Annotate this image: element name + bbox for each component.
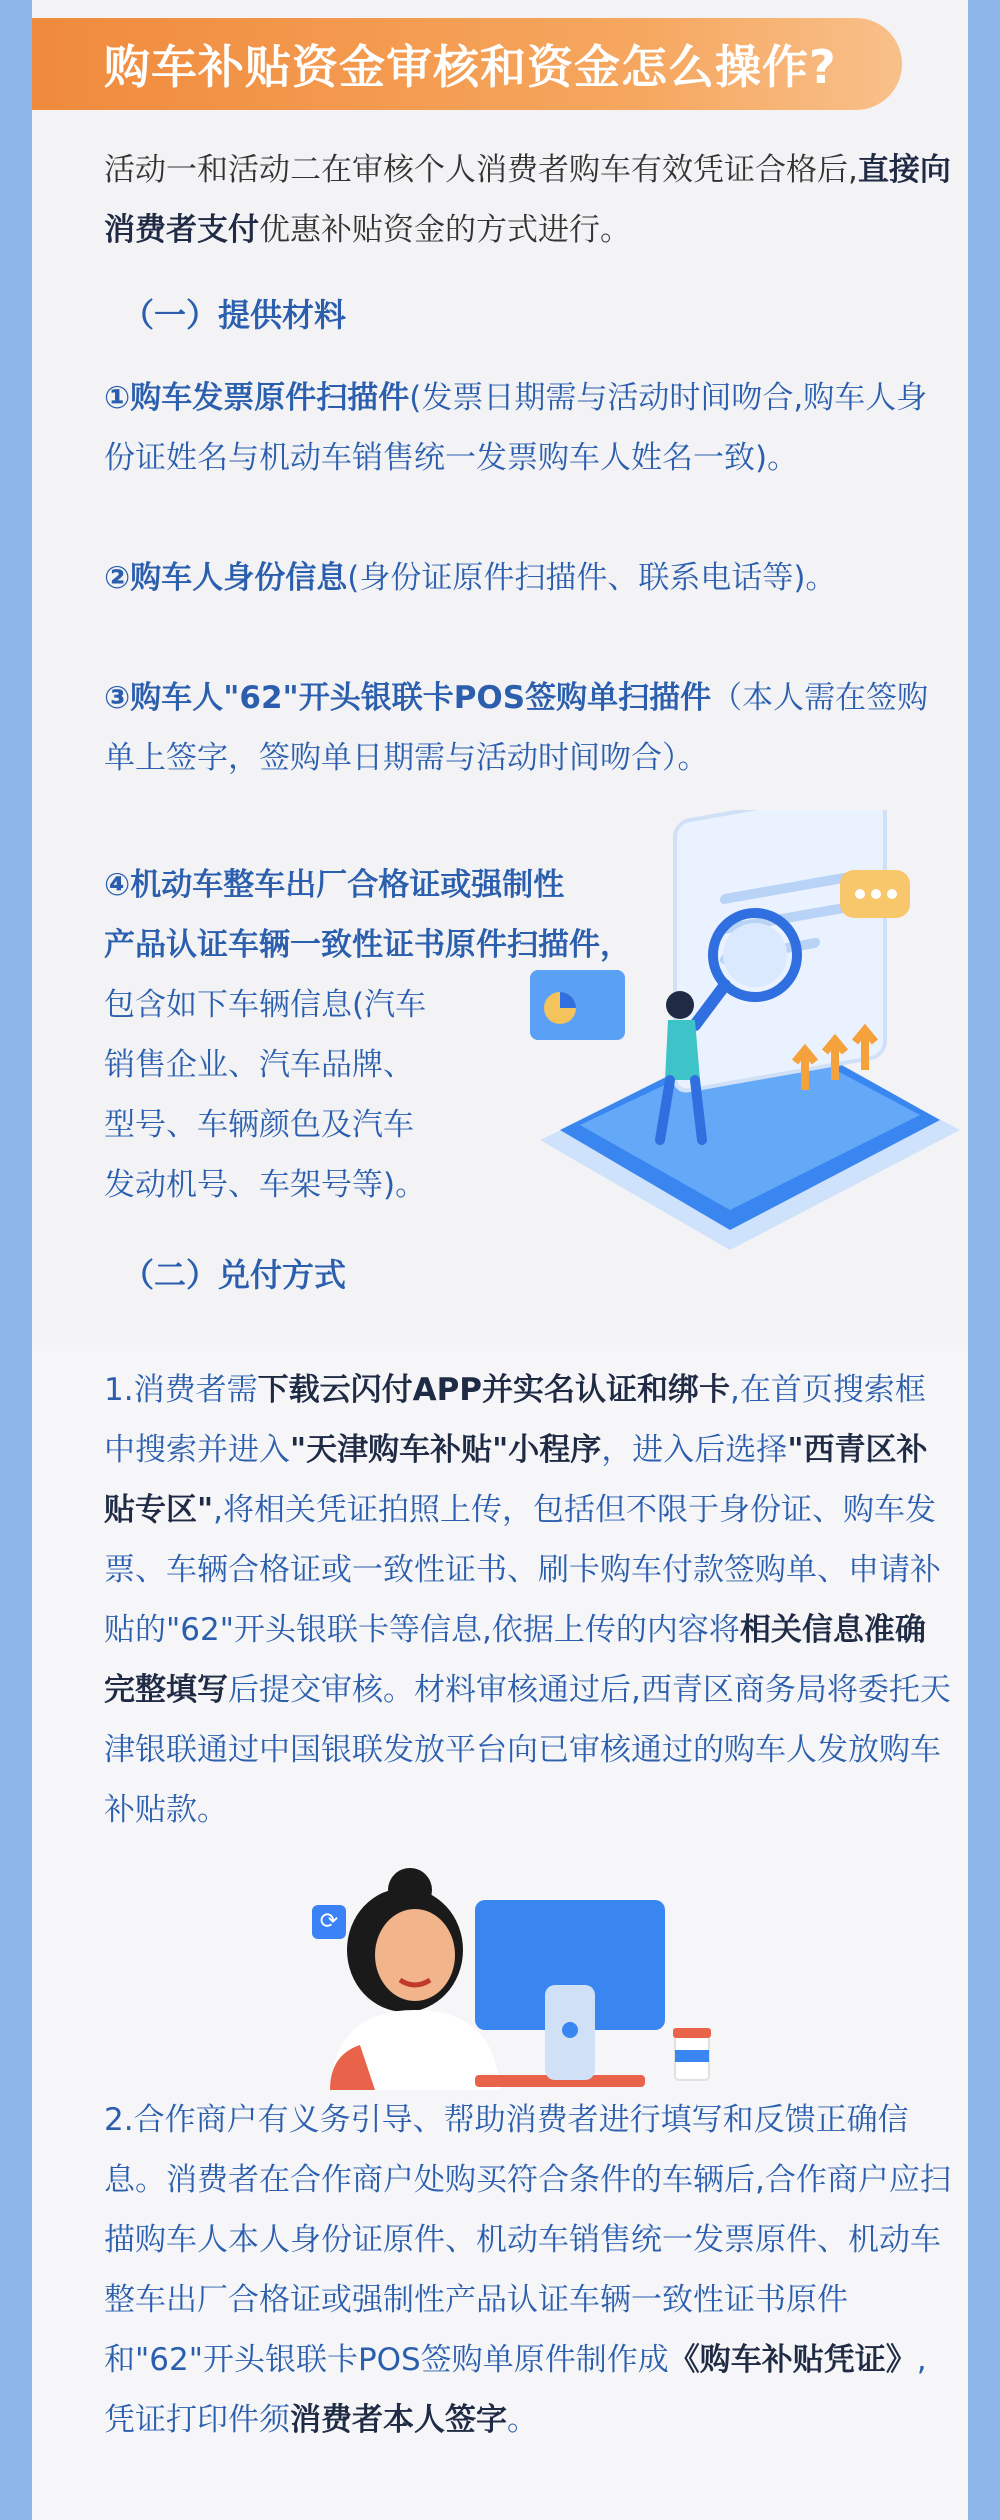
p1-text-1: 1.消费者需 [104,1372,258,1408]
p1-bold-1: 下载云闪付APP并实名认证和绑卡 [257,1372,731,1408]
material-item-2-text: (身份证原件扫描件、联系电话等)。 [347,560,837,596]
intro-text-a: 活动一和活动二在审核个人消费者购车有效凭证合格后, [104,152,858,188]
p1-bold-3: "西青区补贴专区" [104,1432,928,1528]
p1-bold-4: 相关信息准确完整填写 [104,1612,926,1708]
intro-text-c: 优惠补贴资金的方式进行。 [259,212,631,248]
p2-text-2: ,凭证打印件须 [104,2342,927,2438]
section2-heading: （二）兑付方式 [122,1256,347,1294]
p2-text-1: 2.合作商户有义务引导、帮助消费者进行填写和反馈正确信息。消费者在合作商户处购买符合条件的车辆后,合作商户应扫描购车人本人身份证原件、机动车销售统一发票原件、机动车整车出厂合格证或强制性产品认证车辆一致性证书原件和"62"开头银联卡POS签购单原件制作成 [104,2102,951,2378]
material-item-4-title-line2: 产品认证车辆一致性证书原件扫描件， [104,927,631,963]
title-banner [32,18,902,110]
p1-bold-2: "天津购车补贴"小程序 [290,1432,602,1468]
p2-text-3: 。 [507,2402,538,2438]
content-card [32,0,968,2520]
refresh-icon[interactable]: ⟳ [312,1905,346,1939]
material-item-4-line3: 型号、车辆颜色及汽车 [104,1107,414,1143]
material-item-4-line1: 包含如下车辆信息(汽车 [104,987,427,1023]
woman-computer-illustration [280,1840,740,2090]
p1-text-2: ,在首页搜索框中搜索并进入 [104,1372,926,1468]
material-item-2-title: ②购车人身份信息 [104,560,348,596]
material-item-1-text: (发票日期需与活动时间吻合,购车人身份证姓名与机动车销售统一发票购车人姓名一致)。 [104,380,928,476]
p1-text-3: ，进入后选择 [601,1432,788,1468]
material-item-3-title: ③购车人"62"开头银联卡POS签购单扫描件 [104,680,712,716]
material-item-4-title-line1: ④机动车整车出厂合格证或强制性 [104,867,565,903]
intro-text-bold: 直接向消费者支付 [104,152,951,248]
p2-bold-2: 消费者本人签字 [290,2402,507,2438]
payment-paragraph-2 [104,2090,954,2450]
section1-heading: （一）提供材料 [122,296,347,334]
material-item-2 [104,548,954,608]
p2-bold-1: 《购车补贴凭证》 [668,2342,917,2378]
material-item-3 [104,668,954,788]
material-item-1 [104,368,954,488]
p1-text-4: ,将相关凭证拍照上传，包括但不限于身份证、购车发票、车辆合格证或一致性证书、刷卡购车付款签购单、申请补贴的"62"开头银联卡等信息,依据上传的内容将 [104,1492,941,1648]
p1-text-5: 后提交审核。材料审核通过后,西青区商务局将委托天津银联通过中国银联发放平台向已审核通过的购车人发放购车补贴款。 [104,1672,951,1828]
payment-paragraph-1 [104,1360,954,1840]
material-item-3-text: （本人需在签购单上签字，签购单日期需与活动时间吻合）。 [104,680,929,776]
document-magnifier-illustration [520,810,980,1260]
material-item-1-title: ①购车发票原件扫描件 [104,380,410,416]
page-title: 购车补贴资金审核和资金怎么操作? [104,40,837,94]
material-item-4-line2: 销售企业、汽车品牌、 [104,1047,414,1083]
material-item-4-line4: 发动机号、车架号等)。 [104,1167,427,1203]
intro-paragraph [104,140,954,260]
